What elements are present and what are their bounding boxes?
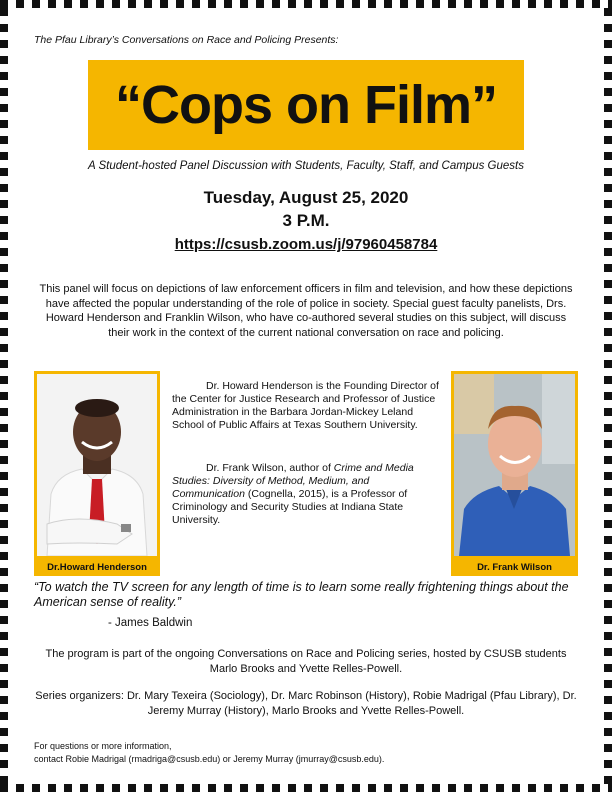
wilson-photo-frame <box>451 371 578 576</box>
henderson-photo-frame <box>34 371 160 576</box>
henderson-bio: Dr. Howard Henderson is the Founding Director of the Center for Justice Research and Professor of Justice Administration in the Barbara Jordan-Mickey Leland School of Public Affairs at Texas Southern University. <box>172 380 439 431</box>
presents-line: The Pfau Library’s Conversations on Race and Policing Presents: <box>34 34 339 46</box>
event-date: Tuesday, August 25, 2020 <box>203 188 409 207</box>
event-title: “Cops on Film” <box>115 75 497 135</box>
zoom-link[interactable]: https://csusb.zoom.us/j/97960458784 <box>174 236 438 253</box>
checkered-border-left <box>0 0 8 792</box>
title-banner <box>88 60 524 150</box>
wilson-photo <box>454 374 575 556</box>
baldwin-quote: “To watch the TV screen for any length of time is to learn some really frightening things about the American sense of reality.” <box>34 580 569 609</box>
series-paragraph: The program is part of the ongoing Conversations on Race and Policing series, hosted by CSUSB students Marlo Brooks and Yvette Relles-Powell. <box>45 648 567 675</box>
wilson-bio: Dr. Frank Wilson, author of Crime and Media Studies: Diversity of Method, Medium, and Communication (Cognella, 2015), is a Professor of Criminology and Security Studies at Indiana State University. <box>172 462 414 526</box>
checkered-border-bottom <box>0 784 612 792</box>
organizers-paragraph: Series organizers: Dr. Mary Texeira (Sociology), Dr. Marc Robinson (History), Robie Madrigal (Pfau Library), Dr. Jeremy Murray (History), Marlo Brooks and Yvette Relles-Powell. <box>35 690 577 717</box>
quote-attribution: - James Baldwin <box>108 617 193 629</box>
contact-info <box>34 740 384 766</box>
henderson-photo <box>37 374 157 556</box>
contact-line-2: contact Robie Madrigal (rmadriga@csusb.edu) or Jeremy Murray (jmurray@csusb.edu). <box>34 754 385 764</box>
event-time: 3 P.M. <box>282 211 330 230</box>
checkered-border-right <box>604 0 612 792</box>
henderson-caption: Dr.Howard Henderson <box>47 562 147 573</box>
event-description: This panel will focus on depictions of law enforcement officers in film and television, and how these depictions have affected the popular understanding of the role of police in society. Special guest faculty panelists, Drs. Howard Henderson and Franklin Wilson, who have co-authored several studies on this subject, will discuss their work in the context of the current national conversation on race and policing. <box>39 283 573 339</box>
checkered-border-top <box>0 0 612 8</box>
wilson-caption: Dr. Frank Wilson <box>477 562 552 573</box>
event-subtitle: A Student-hosted Panel Discussion with Students, Faculty, Staff, and Campus Guests <box>88 160 524 172</box>
contact-line-1: For questions or more information, <box>34 741 172 751</box>
